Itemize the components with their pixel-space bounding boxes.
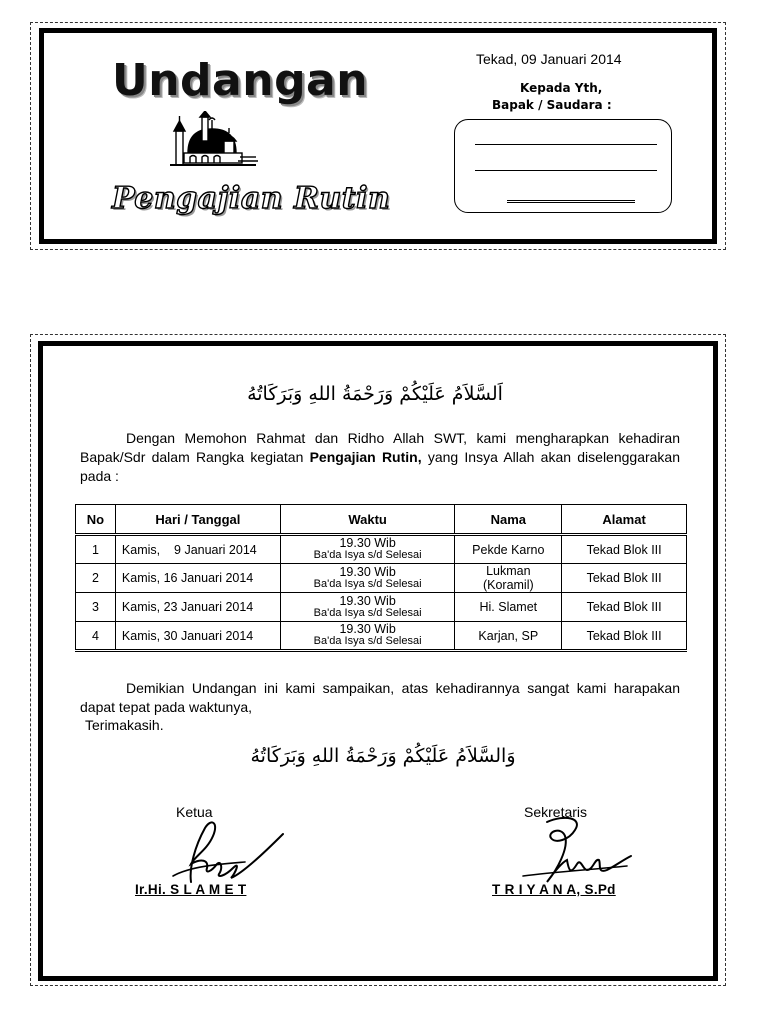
invitation-title: Undangan xyxy=(112,55,369,106)
intro-text-2: yang Insya Allah akan diselenggarakan pada : xyxy=(80,449,681,484)
event-name: Pengajian Rutin, xyxy=(309,449,422,465)
waktu-time: 19.30 Wib xyxy=(339,593,396,608)
address-line xyxy=(475,144,657,145)
address-line xyxy=(475,170,657,171)
waktu-time: 19.30 Wib xyxy=(339,536,396,550)
mosque-icon xyxy=(168,111,260,173)
cell-waktu xyxy=(280,622,455,651)
intro-paragraph xyxy=(80,429,680,486)
closing-text: Demikian Undangan ini kami sampaikan, atas kehadirannya sangat kami harapakan dapat tepat pada waktunya, xyxy=(80,680,680,715)
header-waktu: Waktu xyxy=(280,505,455,535)
cell-no: 3 xyxy=(76,593,116,622)
cell-nama: Hi. Slamet xyxy=(455,593,562,622)
sekretaris-name: T R I Y A N A, S.Pd xyxy=(492,882,616,897)
cell-hari: Kamis, 9 Januari 2014 xyxy=(115,535,280,564)
cell-hari: Kamis, 30 Januari 2014 xyxy=(115,622,280,651)
table-row xyxy=(76,564,687,593)
sekretaris-signature-icon xyxy=(517,814,637,890)
header-hari: Hari / Tanggal xyxy=(115,505,280,535)
opening-greeting-arabic xyxy=(243,378,507,406)
nama-secondary: (Koramil) xyxy=(482,578,534,592)
cell-alamat: Tekad Blok III xyxy=(562,564,687,593)
cell-nama xyxy=(455,564,562,593)
waktu-note: Ba'da Isya s/d Selesai xyxy=(313,635,422,647)
recipient-address-box xyxy=(454,119,672,213)
closing-paragraph xyxy=(80,679,680,717)
invitation-date: Tekad, 09 Januari 2014 xyxy=(476,51,622,67)
ketua-name: Ir.Hi. S L A M E T xyxy=(135,882,247,897)
waktu-note: Ba'da Isya s/d Selesai xyxy=(313,549,422,561)
cell-alamat: Tekad Blok III xyxy=(562,535,687,564)
address-line xyxy=(507,200,635,203)
recipient-header: Kepada Yth, xyxy=(520,81,603,95)
sekretaris-role: Sekretaris xyxy=(524,804,588,820)
invitation-card xyxy=(39,28,717,244)
letter-card xyxy=(38,341,718,981)
intro-text-1: Dengan Memohon Rahmat dan Ridho Allah SWT, kami mengharapkan kehadiran Bapak/Sdr dalam Rangka kegiatan xyxy=(80,430,680,465)
closing-greeting-arabic xyxy=(233,740,533,768)
table-row xyxy=(76,535,687,564)
cell-no: 4 xyxy=(76,622,116,651)
cell-hari: Kamis, 16 Januari 2014 xyxy=(115,564,280,593)
svg-text:وَالسَّلاَمُ عَلَيْكُمْ وَرَحْ: وَالسَّلاَمُ عَلَيْكُمْ وَرَحْمَةُ اللهِ وَبَرَكَاتُهُ xyxy=(250,745,516,767)
cell-alamat: Tekad Blok III xyxy=(562,593,687,622)
schedule-table xyxy=(75,504,687,652)
table-row xyxy=(76,593,687,622)
invitation-subtitle: Pengajian Rutin xyxy=(112,181,391,216)
cell-no: 2 xyxy=(76,564,116,593)
ketua-role: Ketua xyxy=(176,804,213,820)
waktu-note: Ba'da Isya s/d Selesai xyxy=(313,577,422,590)
cell-waktu xyxy=(280,593,455,622)
cell-nama: Pekde Karno xyxy=(455,535,562,564)
thanks-text: Terimakasih. xyxy=(85,717,164,733)
cell-no: 1 xyxy=(76,535,116,564)
header-nama: Nama xyxy=(455,505,562,535)
svg-text:اَلسَّلاَمُ عَلَيْكُمْ وَرَحْم: اَلسَّلاَمُ عَلَيْكُمْ وَرَحْمَةُ اللهِ وَبَرَكَاتُهُ xyxy=(247,383,503,405)
cell-alamat: Tekad Blok III xyxy=(562,622,687,651)
nama-primary: Lukman xyxy=(486,564,531,578)
header-alamat: Alamat xyxy=(562,505,687,535)
waktu-time: 19.30 Wib xyxy=(339,622,396,636)
cell-waktu xyxy=(280,535,455,564)
recipient-label: Bapak / Saudara : xyxy=(492,98,612,112)
waktu-note: Ba'da Isya s/d Selesai xyxy=(313,606,422,619)
header-no: No xyxy=(76,505,116,535)
table-row xyxy=(76,622,687,651)
cell-hari: Kamis, 23 Januari 2014 xyxy=(115,593,280,622)
table-header-row xyxy=(76,505,687,535)
waktu-time: 19.30 Wib xyxy=(339,564,396,579)
ketua-signature-icon xyxy=(161,816,291,888)
cell-waktu xyxy=(280,564,455,593)
cell-nama: Karjan, SP xyxy=(455,622,562,651)
